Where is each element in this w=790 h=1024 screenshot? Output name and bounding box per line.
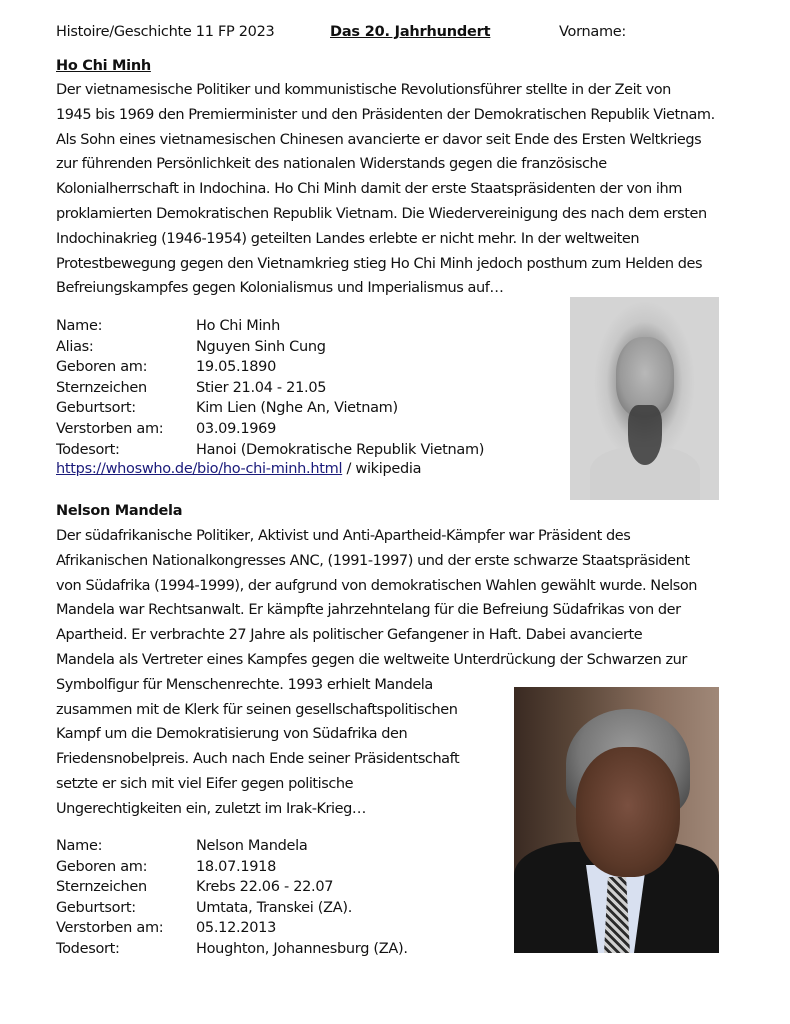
photo-face-shape — [576, 747, 680, 877]
worksheet-title: Das 20. Jahrhundert — [330, 24, 491, 40]
paragraph-line: Mandela als Vertreter eines Kampfes gegen die weltweite Unterdrückung der Schwarzen zur — [56, 651, 687, 668]
paragraph-line: Als Sohn eines vietnamesischen Chinesen avancierte er davor seit Ende des Ersten Weltkriegs — [56, 131, 702, 148]
fact-label: Todesort: — [56, 441, 120, 458]
paragraph-line: Afrikanischen Nationalkongresses ANC, (1991-1997) und der erste schwarze Staatspräsident — [56, 552, 690, 569]
fact-label: Sternzeichen — [56, 379, 147, 396]
nelson-mandela-photo — [514, 687, 719, 953]
paragraph-line: Friedensnobelpreis. Auch nach Ende seiner Präsidentschaft — [56, 751, 460, 768]
fact-row-born — [56, 857, 408, 878]
fact-label: Geburtsort: — [56, 400, 136, 417]
fact-value: 19.05.1890 — [196, 359, 277, 376]
fact-row-died — [56, 918, 408, 939]
first-name-label: Vorname: — [559, 24, 626, 40]
fact-row-died — [56, 419, 484, 440]
paragraph-line: Symbolfigur für Menschenrechte. 1993 erhielt Mandela — [56, 676, 433, 693]
paragraph-line: Ungerechtigkeiten ein, zuletzt im Irak-Krieg… — [56, 800, 366, 817]
paragraph-line: proklamierten Demokratischen Republik Vietnam. Die Wiedervereinigung des nach dem ersten — [56, 205, 707, 222]
fact-value: Houghton, Johannesburg (ZA). — [196, 940, 408, 957]
course-label: Histoire/Geschichte 11 FP 2023 — [56, 24, 275, 40]
fact-label: Name: — [56, 838, 103, 854]
fact-value: Krebs 22.06 - 22.07 — [196, 879, 334, 896]
paragraph-line: Indochinakrieg (1946-1954) geteilten Landes erlebte er nicht mehr. In der weltweiten — [56, 230, 640, 247]
fact-row-alias — [56, 337, 484, 358]
paragraph-line: Der südafrikanische Politiker, Aktivist und Anti-Apartheid-Kämpfer war Präsident des — [56, 528, 631, 544]
fact-row-born — [56, 357, 484, 378]
paragraph-line: Mandela war Rechtsanwalt. Er kämpfte jahrzehntelang für die Befreiung Südafrikas von der — [56, 602, 681, 619]
paragraph-line: Der vietnamesische Politiker und kommunistische Revolutionsführer stellte in der Zeit von — [56, 82, 671, 98]
photo-tie-shape — [604, 877, 630, 953]
paragraph-line: zur führenden Persönlichkeit des nationalen Widerstands gegen die französische — [56, 156, 607, 173]
fact-row-name — [56, 836, 408, 857]
paragraph-line: setzte er sich mit viel Eifer gegen politische — [56, 775, 354, 792]
photo-beard-shape — [628, 405, 662, 465]
fact-label: Geboren am: — [56, 359, 148, 376]
paragraph-line: Apartheid. Er verbrachte 27 Jahre als politischer Gefangener in Haft. Dabei avancierte — [56, 627, 643, 644]
source-link[interactable]: https://whoswho.de/bio/ho-chi-minh.html — [56, 461, 343, 477]
section-title-nelson-mandela: Nelson Mandela — [56, 503, 183, 519]
fact-value: Hanoi (Demokratische Republik Vietnam) — [196, 441, 485, 458]
fact-value: Stier 21.04 - 21.05 — [196, 379, 327, 396]
fact-row-zodiac — [56, 877, 408, 898]
source-line — [56, 461, 421, 477]
fact-label: Name: — [56, 318, 103, 334]
fact-label: Todesort: — [56, 940, 120, 957]
paragraph-line: Befreiungskampfes gegen Kolonialismus und Imperialismus auf… — [56, 280, 504, 297]
section-title-ho-chi-minh: Ho Chi Minh — [56, 58, 151, 74]
paragraph-line: Kolonialherrschaft in Indochina. Ho Chi Minh damit der erste Staatspräsidenten der von ihm — [56, 181, 682, 198]
paragraph-line: 1945 bis 1969 den Premierminister und den Präsidenten der Demokratischen Republik Vietnam. — [56, 106, 715, 123]
fact-label: Geburtsort: — [56, 899, 136, 916]
paragraph-line: Kampf um die Demokratisierung von Südafrika den — [56, 726, 408, 743]
paragraph-line: Protestbewegung gegen den Vietnamkrieg stieg Ho Chi Minh jedoch posthum zum Helden des — [56, 255, 703, 272]
fact-label: Sternzeichen — [56, 879, 147, 896]
fact-row-birthplace — [56, 398, 484, 419]
fact-row-deathplace — [56, 939, 408, 960]
fact-value: Ho Chi Minh — [196, 318, 280, 334]
fact-row-birthplace — [56, 898, 408, 919]
fact-row-deathplace — [56, 440, 484, 461]
fact-value: 03.09.1969 — [196, 420, 277, 437]
fact-value: Nelson Mandela — [196, 838, 308, 854]
ho-chi-minh-photo — [570, 297, 719, 500]
ho-chi-minh-paragraph — [56, 78, 715, 301]
fact-value: Umtata, Transkei (ZA). — [196, 899, 353, 916]
fact-value: 18.07.1918 — [196, 858, 277, 875]
fact-value: Kim Lien (Nghe An, Vietnam) — [196, 400, 398, 417]
nelson-mandela-facts — [56, 836, 408, 960]
fact-label: Verstorben am: — [56, 920, 164, 937]
ho-chi-minh-facts — [56, 316, 484, 460]
paragraph-line: zusammen mit de Klerk für seinen gesellschaftspolitischen — [56, 701, 458, 718]
paragraph-line: von Südafrika (1994-1999), der aufgrund von demokratischen Wahlen gewählt wurde. Nelson — [56, 577, 698, 594]
fact-label: Alias: — [56, 338, 94, 355]
fact-row-zodiac — [56, 378, 484, 399]
fact-label: Geboren am: — [56, 858, 148, 875]
fact-row-name — [56, 316, 484, 337]
fact-value: Nguyen Sinh Cung — [196, 338, 326, 355]
fact-value: 05.12.2013 — [196, 920, 277, 937]
fact-label: Verstorben am: — [56, 420, 164, 437]
source-suffix: / wikipedia — [342, 461, 422, 477]
